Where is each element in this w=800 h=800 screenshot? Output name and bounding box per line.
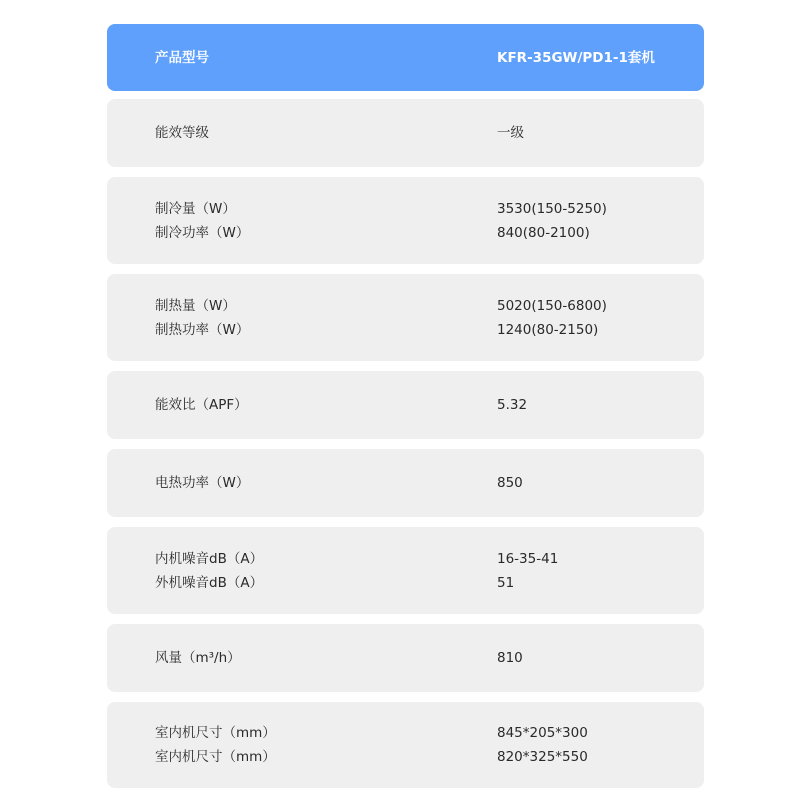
spec-header-label [155,24,209,91]
spec-value: 16-35-41 [497,550,559,567]
spec-value-cell [497,702,588,788]
spec-value: 51 [497,574,515,591]
spec-value-cell [497,274,607,361]
spec-value: 一级 [497,125,524,141]
spec-label: 室内机尺寸（mm） [155,725,276,741]
spec-value-cell [497,624,523,692]
spec-label-cell [155,527,263,614]
spec-row-dimensions [107,702,704,788]
spec-value: 840(80-2100) [497,224,590,241]
spec-value: 820*325*550 [497,749,588,765]
spec-label: 室内机尺寸（mm） [155,749,276,765]
spec-value: 5020(150-6800) [497,297,607,314]
spec-value: 5.32 [497,397,528,413]
spec-value: 850 [497,475,523,491]
spec-label: 能效比（APF） [155,397,248,413]
spec-label: 外机噪音dB（A） [155,574,264,591]
spec-header-row [107,24,704,91]
spec-value: 3530(150-5250) [497,200,607,217]
spec-value: 810 [497,650,523,666]
spec-row-electric-heating [107,449,704,517]
spec-label: 能效等级 [155,125,209,141]
product-model-value: KFR-35GW/PD1-1套机 [497,49,655,66]
spec-label-cell [155,702,276,788]
spec-label: 内机噪音dB（A） [155,550,264,567]
spec-label: 制冷功率（W） [155,224,250,241]
spec-label-cell [155,274,249,361]
spec-row-heating [107,274,704,361]
spec-value: 1240(80-2150) [497,321,599,338]
spec-row-apf [107,371,704,439]
spec-label: 制热功率（W） [155,321,250,338]
spec-row-efficiency-grade [107,99,704,167]
spec-label: 制热量（W） [155,297,236,314]
spec-label-cell [155,449,249,517]
spec-value-cell [497,527,558,614]
spec-value-cell [497,449,523,517]
spec-value-cell [497,371,527,439]
product-model-label: 产品型号 [155,49,209,66]
spec-label-cell [155,99,209,167]
spec-label-cell [155,177,249,264]
spec-label-cell [155,371,248,439]
spec-value-cell [497,99,524,167]
spec-row-cooling [107,177,704,264]
spec-header-value [497,24,655,91]
spec-value: 845*205*300 [497,725,588,741]
spec-label-cell [155,624,241,692]
spec-row-airflow [107,624,704,692]
spec-value-cell [497,177,607,264]
spec-label: 风量（m³/h） [155,650,241,666]
spec-label: 制冷量（W） [155,200,236,217]
spec-label: 电热功率（W） [155,475,250,491]
spec-row-noise [107,527,704,614]
